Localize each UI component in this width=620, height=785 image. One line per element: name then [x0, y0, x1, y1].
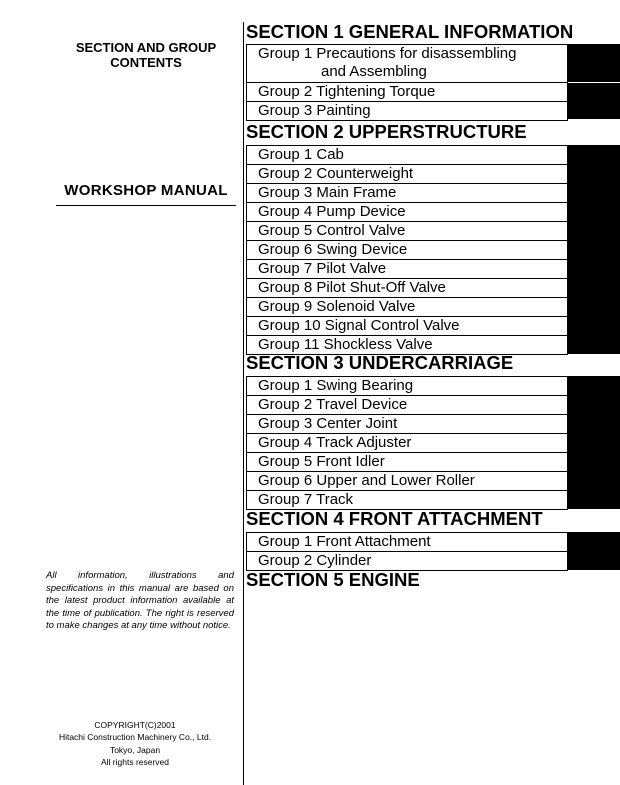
thumb-index-tab [568, 44, 620, 82]
group-label: Group 2 Counterweight [258, 165, 414, 182]
thumb-index-tab [568, 202, 620, 221]
group-label: Group 1 Cab [258, 146, 344, 163]
thumb-index-tab [568, 490, 620, 509]
workshop-manual-underline [56, 205, 236, 206]
thumb-index-tab [568, 433, 620, 452]
thumb-index-tab [568, 278, 620, 297]
group-label: Group 2 Tightening Torque [258, 83, 436, 100]
group-list [246, 376, 568, 510]
group-label: Group 4 Pump Device [258, 203, 406, 220]
group-entry[interactable] [247, 83, 567, 102]
section-title: SECTION 5 ENGINE [246, 569, 420, 590]
group-entry[interactable] [247, 472, 567, 491]
group-entry[interactable] [247, 260, 567, 279]
group-label: Group 7 Pilot Valve [258, 260, 387, 277]
disclaimer-text: All information, illustrations and specifications in this manual are based on the latest product information available at the time of publication. The right is reserved to make changes at any time without notice. [46, 570, 234, 631]
group-entry[interactable] [247, 184, 567, 203]
group-label: Group 2 Travel Device [258, 396, 408, 413]
group-entry[interactable] [247, 102, 567, 121]
thumb-index-tab [568, 335, 620, 354]
section-title: SECTION 1 GENERAL INFORMATION [246, 21, 574, 42]
copyright-line: Hitachi Construction Machinery Co., Ltd. [58, 732, 212, 743]
group-entry[interactable] [247, 533, 567, 552]
group-label: Group 3 Center Joint [258, 415, 398, 432]
thumb-index-tab [568, 221, 620, 240]
copyright-line: COPYRIGHT(C)2001 [94, 720, 176, 730]
group-label: Group 3 Main Frame [258, 184, 397, 201]
group-list [246, 532, 568, 571]
section-group-contents-title: SECTION AND GROUP CONTENTS [75, 40, 217, 70]
section-title: SECTION 4 FRONT ATTACHMENT [246, 508, 543, 529]
group-label: Group 2 Cylinder [258, 552, 372, 569]
group-entry[interactable] [247, 396, 567, 415]
group-label: Group 4 Track Adjuster [258, 434, 412, 451]
thumb-index-tab [568, 471, 620, 490]
workshop-manual-title: WORKSHOP MANUAL [64, 182, 228, 199]
section-title: SECTION 3 UNDERCARRIAGE [246, 352, 514, 373]
group-label: Group 1 Front Attachment [258, 533, 431, 550]
group-entry[interactable] [247, 203, 567, 222]
group-list [246, 145, 568, 355]
group-label: Group 9 Solenoid Valve [258, 298, 416, 315]
thumb-index-tab [568, 164, 620, 183]
thumb-index-tab [568, 452, 620, 471]
group-entry[interactable] [247, 165, 567, 184]
group-label: Group 1 Precautions for disassembling [258, 45, 517, 62]
copyright-line: Tokyo, Japan [109, 744, 161, 755]
thumb-index-tab [568, 240, 620, 259]
column-divider [243, 22, 244, 785]
group-label: Group 11 Shockless Valve [258, 336, 433, 353]
thumb-index-tab [568, 145, 620, 164]
group-entry[interactable] [247, 298, 567, 317]
group-entry[interactable] [247, 279, 567, 298]
group-entry[interactable] [247, 241, 567, 260]
group-entry[interactable] [247, 317, 567, 336]
group-entry[interactable] [247, 146, 567, 165]
group-label: Group 5 Control Valve [258, 222, 406, 239]
group-entry[interactable] [247, 434, 567, 453]
thumb-index-tab [568, 532, 620, 551]
thumb-index-tab [568, 259, 620, 278]
group-label: Group 6 Swing Device [258, 241, 408, 258]
copyright-line: All rights reserved [100, 757, 170, 768]
thumb-index-tab [568, 376, 620, 395]
group-label: Group 8 Pilot Shut-Off Valve [258, 279, 446, 296]
thumb-index-tab [568, 551, 620, 570]
group-label: Group 6 Upper and Lower Roller [258, 472, 475, 489]
thumb-index-tab [568, 83, 620, 119]
group-label: Group 5 Front Idler [258, 453, 385, 470]
group-label: Group 10 Signal Control Valve [258, 317, 460, 334]
group-entry[interactable] [247, 222, 567, 241]
thumb-index-tab [568, 297, 620, 316]
group-entry[interactable] [247, 377, 567, 396]
group-list [246, 44, 568, 121]
thumb-index-tab [568, 183, 620, 202]
group-entry[interactable] [247, 415, 567, 434]
group-label: Group 1 Swing Bearing [258, 377, 414, 394]
group-label-continued: and Assembling [321, 63, 427, 80]
section-title: SECTION 2 UPPERSTRUCTURE [246, 121, 527, 142]
left-column [0, 0, 244, 785]
thumb-index-tab [568, 316, 620, 335]
copyright-block [46, 719, 224, 769]
group-entry[interactable] [247, 45, 567, 83]
thumb-index-tab [568, 414, 620, 433]
group-entry[interactable] [247, 453, 567, 472]
group-label: Group 7 Track [258, 491, 354, 508]
group-label: Group 3 Painting [258, 102, 371, 119]
thumb-index-tab [568, 395, 620, 414]
